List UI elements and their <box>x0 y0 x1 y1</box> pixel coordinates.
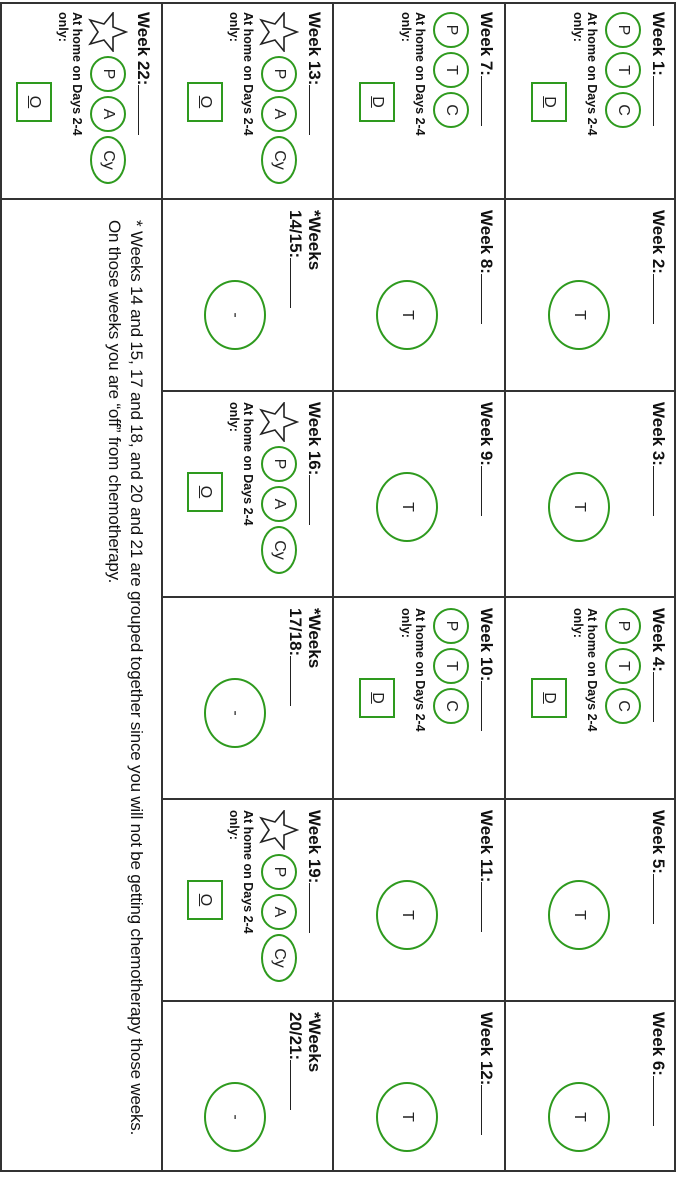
medication-circle-P[interactable]: P <box>261 446 297 482</box>
week-label-line1: *Weeks <box>305 210 324 271</box>
week-label: Week 2: <box>649 210 668 380</box>
date-blank[interactable] <box>309 883 324 933</box>
star-icon <box>259 12 299 52</box>
medication-pills <box>603 608 643 788</box>
week-label: Week 1: <box>649 12 668 188</box>
home-med-box-O[interactable]: O <box>187 472 223 512</box>
week-label <box>286 1012 324 1162</box>
medication-circle-T[interactable]: T <box>433 52 469 88</box>
week-cell <box>332 392 504 598</box>
week-cell <box>332 1002 504 1172</box>
medication-pills <box>259 402 299 586</box>
medication-circle-P[interactable]: P <box>261 56 297 92</box>
medication-oval-T[interactable]: T <box>548 880 610 950</box>
medication-pills <box>259 12 299 188</box>
medication-circle-P[interactable]: P <box>605 608 641 644</box>
week-cell <box>161 392 332 598</box>
week-label: Week 22: <box>134 12 153 188</box>
medication-circle-Cy[interactable]: Cy <box>261 136 297 184</box>
week-cell <box>332 598 504 800</box>
date-blank[interactable] <box>653 1076 668 1126</box>
home-med-box-O[interactable]: O <box>16 82 52 122</box>
date-blank[interactable] <box>653 466 668 516</box>
week-label <box>286 608 324 788</box>
date-blank[interactable] <box>309 475 324 525</box>
week-label: Week 10: <box>477 608 496 788</box>
home-med-box-D[interactable]: D <box>359 678 395 718</box>
medication-circle-P[interactable]: P <box>90 56 126 92</box>
date-blank[interactable] <box>653 76 668 126</box>
medication-circle-T[interactable]: T <box>433 648 469 684</box>
home-med-box-O[interactable]: O <box>187 82 223 122</box>
medication-circle-A[interactable]: A <box>261 486 297 522</box>
medication-oval-T[interactable]: T <box>548 1082 610 1152</box>
week-cell <box>504 1002 676 1172</box>
week-label: Week 8: <box>477 210 496 380</box>
medication-circle-P[interactable]: P <box>261 854 297 890</box>
week-cell <box>504 200 676 392</box>
week-label: Week 11: <box>477 810 496 990</box>
week-label: Week 5: <box>649 810 668 990</box>
medication-circle-C[interactable]: C <box>605 92 641 128</box>
date-blank[interactable] <box>481 76 496 126</box>
at-home-label: At home on Days 2-4 only: <box>571 608 599 732</box>
medication-pills <box>603 12 643 188</box>
week-cell <box>504 392 676 598</box>
week-cell <box>161 2 332 200</box>
at-home-label: At home on Days 2-4 only: <box>227 402 255 526</box>
week-label: Week 3: <box>649 402 668 586</box>
medication-pills <box>88 12 128 188</box>
at-home-label: At home on Days 2-4 only: <box>571 12 599 136</box>
date-blank[interactable] <box>309 85 324 135</box>
medication-pills <box>431 608 471 788</box>
medication-circle-C[interactable]: C <box>605 688 641 724</box>
medication-circle-Cy[interactable]: Cy <box>261 934 297 982</box>
date-blank[interactable] <box>653 672 668 722</box>
date-blank[interactable] <box>481 681 496 731</box>
week-cell <box>504 800 676 1002</box>
medication-oval-T[interactable]: T <box>548 472 610 542</box>
week-cell <box>161 1002 332 1172</box>
week-label <box>286 210 324 380</box>
week-label: Week 6: <box>649 1012 668 1162</box>
medication-circle-P[interactable]: P <box>433 12 469 48</box>
medication-circle-C[interactable]: C <box>433 92 469 128</box>
off-week-oval[interactable]: - <box>204 1082 266 1152</box>
footnote-text: * Weeks 14 and 15, 17 and 18, and 20 and 21 are grouped together since you will not be getting chemotherapy those weeks. On those weeks you are “off” from chemotherapy. <box>105 220 146 1136</box>
week-label: Week 7: <box>477 12 496 188</box>
week-label-line1: *Weeks <box>305 608 324 669</box>
medication-circle-A[interactable]: A <box>90 96 126 132</box>
medication-circle-Cy[interactable]: Cy <box>261 526 297 574</box>
medication-circle-T[interactable]: T <box>605 52 641 88</box>
at-home-label: At home on Days 2-4 only: <box>399 12 427 136</box>
star-icon <box>88 12 128 52</box>
date-blank[interactable] <box>290 656 305 706</box>
week-cell <box>161 200 332 392</box>
week-label: Week 4: <box>649 608 668 788</box>
date-blank[interactable] <box>481 274 496 324</box>
week-cell <box>161 598 332 800</box>
medication-pills <box>431 12 471 188</box>
date-blank[interactable] <box>653 274 668 324</box>
medication-oval-T[interactable]: T <box>376 1082 438 1152</box>
date-blank[interactable] <box>653 874 668 924</box>
medication-circle-C[interactable]: C <box>433 688 469 724</box>
medication-circle-A[interactable]: A <box>261 96 297 132</box>
medication-oval-T[interactable]: T <box>376 280 438 350</box>
date-blank[interactable] <box>481 466 496 516</box>
week-cell <box>161 800 332 1002</box>
week-label-line2: 20/21: <box>286 1012 305 1162</box>
week-label: Week 9: <box>477 402 496 586</box>
week-cell <box>332 200 504 392</box>
date-blank[interactable] <box>290 1060 305 1110</box>
week-label: Week 19: <box>305 810 324 990</box>
week-cell <box>504 598 676 800</box>
week-cell <box>332 800 504 1002</box>
week-label: Week 13: <box>305 12 324 188</box>
star-icon <box>259 402 299 442</box>
off-week-oval[interactable]: - <box>204 678 266 748</box>
at-home-label: At home on Days 2-4 only: <box>227 12 255 136</box>
medication-circle-T[interactable]: T <box>605 648 641 684</box>
home-med-box-D[interactable]: D <box>359 82 395 122</box>
off-week-oval[interactable]: - <box>204 280 266 350</box>
week-cell <box>504 2 676 200</box>
chemo-schedule-page <box>0 2 676 1172</box>
medication-oval-T[interactable]: T <box>376 880 438 950</box>
date-blank[interactable] <box>481 882 496 932</box>
home-med-box-D[interactable]: D <box>531 82 567 122</box>
week-cell <box>0 2 161 200</box>
date-blank[interactable] <box>290 258 305 308</box>
week-cell <box>332 2 504 200</box>
week-label-line1: *Weeks <box>305 1012 324 1073</box>
week-label: Week 16: <box>305 402 324 586</box>
week-label: Week 12: <box>477 1012 496 1162</box>
at-home-label: At home on Days 2-4 only: <box>56 12 84 136</box>
week-label-line2: 17/18: <box>286 608 305 788</box>
medication-circle-Cy[interactable]: Cy <box>90 136 126 184</box>
medication-oval-T[interactable]: T <box>548 280 610 350</box>
medication-oval-T[interactable]: T <box>376 472 438 542</box>
medication-circle-P[interactable]: P <box>433 608 469 644</box>
date-blank[interactable] <box>481 1085 496 1135</box>
week-label-line2: 14/15: <box>286 210 305 380</box>
medication-circle-P[interactable]: P <box>605 12 641 48</box>
medication-pills <box>259 810 299 990</box>
footnote-cell <box>0 200 161 1172</box>
date-blank[interactable] <box>138 85 153 135</box>
home-med-box-D[interactable]: D <box>531 678 567 718</box>
at-home-label: At home on Days 2-4 only: <box>399 608 427 732</box>
medication-circle-A[interactable]: A <box>261 894 297 930</box>
at-home-label: At home on Days 2-4 only: <box>227 810 255 934</box>
home-med-box-O[interactable]: O <box>187 880 223 920</box>
star-icon <box>259 810 299 850</box>
